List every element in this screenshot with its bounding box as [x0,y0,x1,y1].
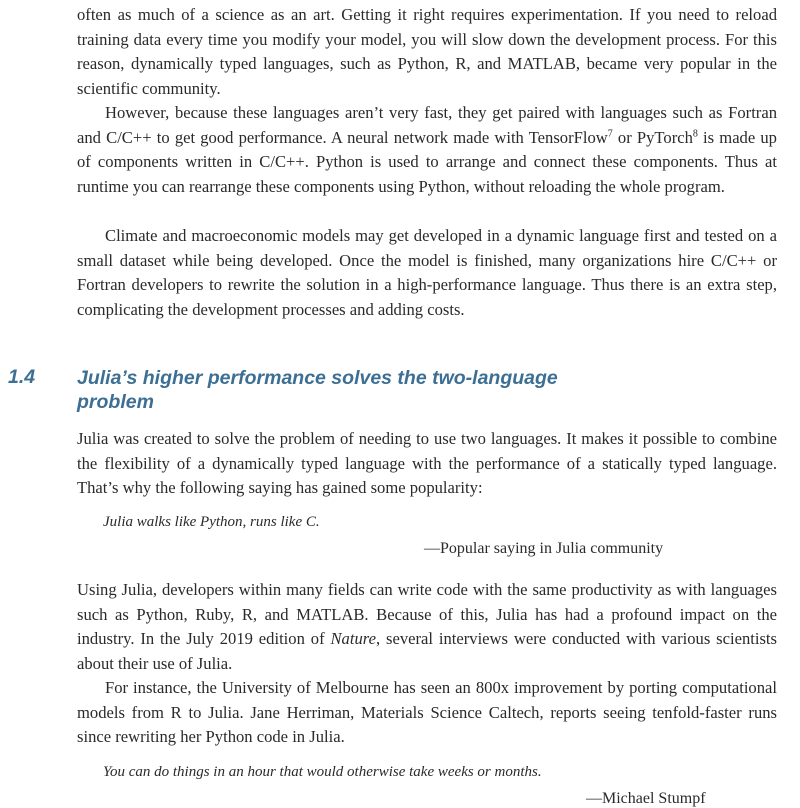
paragraph-julia-created: Julia was created to solve the problem of needing to use two languages. It makes it possible to combine the flexibility of a dynamically typed language with the performance of a statically typed language. That’s why the following saying has gained some popularity: [77,429,777,497]
paragraph-text: , several interviews were conducted with various scientists about their use of Julia. [77,629,778,673]
testimonial-quote: You can do things in an hour that would otherwise take weeks or months. [103,764,542,780]
paragraph-text: Using Julia, developers within many fields can write code with the same productivity as with languages such as Python, Ruby, R, and MATLAB. Because of this, Julia has had a profound impact on the industry. In the July 2019 edition of [77,580,777,648]
footnote-marker: 7 [607,127,613,139]
paragraph-melbourne: For instance, the University of Melbourne has seen an 800x improvement by porting computational models from R to Julia. Jane Herriman, Materials Science Caltech, reports seeing tenfold-faster runs since rewriting her Python code in Julia. [77,678,777,746]
paragraph-intro: often as much of a science as an art. Getting it right requires experimentation. If you need to reload training data every time you modify your model, you will slow down the development process. For this reason, dynamically typed languages, such as Python, R, and MATLAB, became very popular in the scientific community. [77,5,777,98]
testimonial-attribution: —Michael Stumpf [586,790,706,807]
section-number: 1.4 [8,366,36,388]
journal-name: Nature [330,629,376,648]
paragraph-text: However, because these languages aren’t very fast, they get paired with languages such as Fortran and C/C++ to get good performance. A neural network made with TensorFlow [77,103,777,147]
paragraph-climate-models: Climate and macroeconomic models may get developed in a dynamic language first and tested on a small dataset while being developed. Once the model is finished, many organizations hire C/C++ or Fortran developers to rewrite the solution in a high-performance language. Thus there is an extra step, complicating the development processes and adding costs. [77,226,777,319]
paragraph-performance [77,101,777,199]
epigraph-quote: Julia walks like Python, runs like C. [103,514,320,530]
paragraph-text: or PyTorch [612,127,693,147]
epigraph-attribution: —Popular saying in Julia community [424,540,664,557]
paragraph-productivity [77,578,777,676]
section-title: Julia’s higher performance solves the two-language problem [77,367,558,413]
paragraph-text: is made up of components written in C/C++. Python is used to arrange and connect these components. Thus at runtime you can rearrange these components using Python, without reloading the whole program. [77,127,777,196]
footnote-marker: 8 [692,127,698,139]
